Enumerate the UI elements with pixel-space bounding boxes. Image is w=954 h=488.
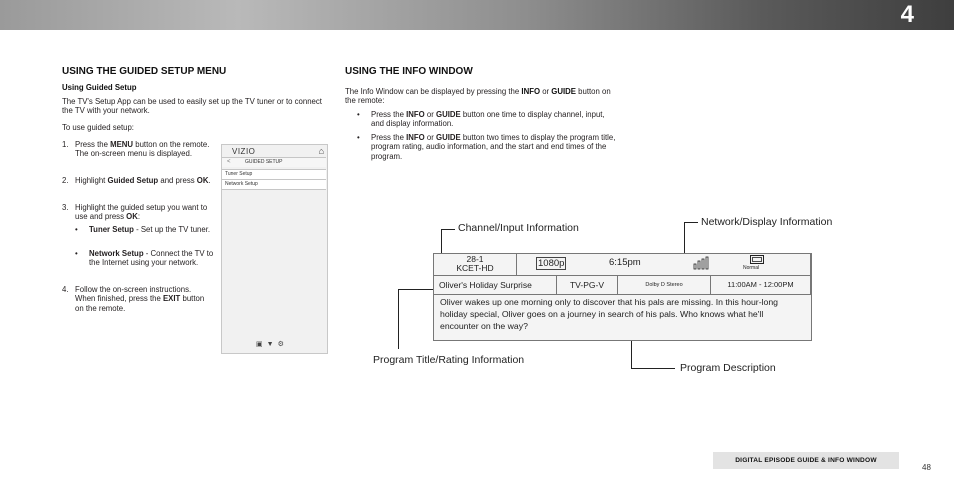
picture-mode-label: Normal [743,265,760,271]
guided-setup-subheading: Using Guided Setup [62,83,137,92]
info-bullet-1: • Press the INFO or GUIDE button one time to display channel, input, and display information. [357,110,605,129]
callout-line-desc-h [631,368,675,369]
step-1: 1. Press the MENU button on the remote. The on-screen menu is displayed. [62,140,210,159]
program-title-cell: Oliver's Holiday Surprise [434,276,557,295]
callout-program-description: Program Description [680,362,776,374]
audio-info-cell: Dolby D Stereo [618,276,711,295]
tv-bottom-icons [256,340,288,348]
tv-menu-item-network-setup[interactable]: Network Setup [222,179,326,190]
guided-setup-heading: USING THE GUIDED SETUP MENU [62,66,227,77]
input-icon[interactable]: ▣ [256,341,267,348]
callout-network-display: Network/Display Information [701,216,833,228]
tv-menu-screen [221,144,328,354]
program-time-range-cell: 11:00AM - 12:00PM [711,276,811,295]
section-footer-badge: DIGITAL EPISODE GUIDE & INFO WINDOW [713,452,899,469]
step-2: 2. Highlight Guided Setup and press OK. [62,176,211,185]
picture-mode-icon [750,255,764,264]
current-time: 6:15pm [609,257,641,268]
chapter-number: 4 [900,1,914,28]
home-icon[interactable]: ⌂ [318,146,324,156]
back-icon[interactable]: < [227,159,231,165]
top-bar [0,0,954,30]
tv-menu-title: GUIDED SETUP [245,159,283,165]
settings-gear-icon[interactable]: ⚙ [277,341,288,348]
to-use-text: To use guided setup: [62,123,134,132]
signal-strength-icon [693,256,709,270]
resolution-badge: 1080p [538,258,565,269]
tv-menu-item-tuner-setup[interactable]: Tuner Setup [222,169,326,179]
program-description-text: Oliver wakes up one morning only to discover that his pals are missing. In this hour-long holiday special, Oliver goes on a journey in search of his pals. Who knows what he'll encounter on the way? [440,297,779,331]
station-name: KCET-HD [456,263,494,273]
callout-line-title-v [398,289,399,349]
vizio-v-icon[interactable]: ▼ [266,341,278,348]
callout-line-network-h [684,222,698,223]
step-4: 4. Follow the on-screen instructions. When finished, press the EXIT button on the remote. [62,285,205,313]
guided-setup-intro: The TV's Setup App can be used to easily set up the TV tuner or to connect the TV with your network. [62,97,322,116]
info-window-intro: The Info Window can be displayed by pressing the INFO or GUIDE button on the remote: [345,87,611,106]
sub-bullet-network: • Network Setup - Connect the TV to the Internet using your network. [75,249,214,268]
info-window-heading: USING THE INFO WINDOW [345,66,473,77]
program-rating-cell: TV-PG-V [557,276,618,295]
tv-menu-title-row [222,157,326,167]
sub-bullet-tuner: • Tuner Setup - Set up the TV tuner. [75,225,211,234]
step-3: 3. Highlight the guided setup you want to use and press OK: [62,203,208,222]
display-info-cell [517,254,811,276]
callout-line-channel-h [441,229,455,230]
channel-cell [434,254,517,276]
channel-number: 28-1 [466,254,484,264]
info-window-banner [433,253,812,341]
page-number: 48 [922,463,931,472]
info-bullet-2: • Press the INFO or GUIDE button two times to display the program title, program rating, audio information, and the start and end times of the program. [357,133,616,161]
callout-channel-input: Channel/Input Information [458,222,579,234]
vizio-logo: VIZIO [232,147,256,156]
callout-program-title: Program Title/Rating Information [373,354,525,366]
